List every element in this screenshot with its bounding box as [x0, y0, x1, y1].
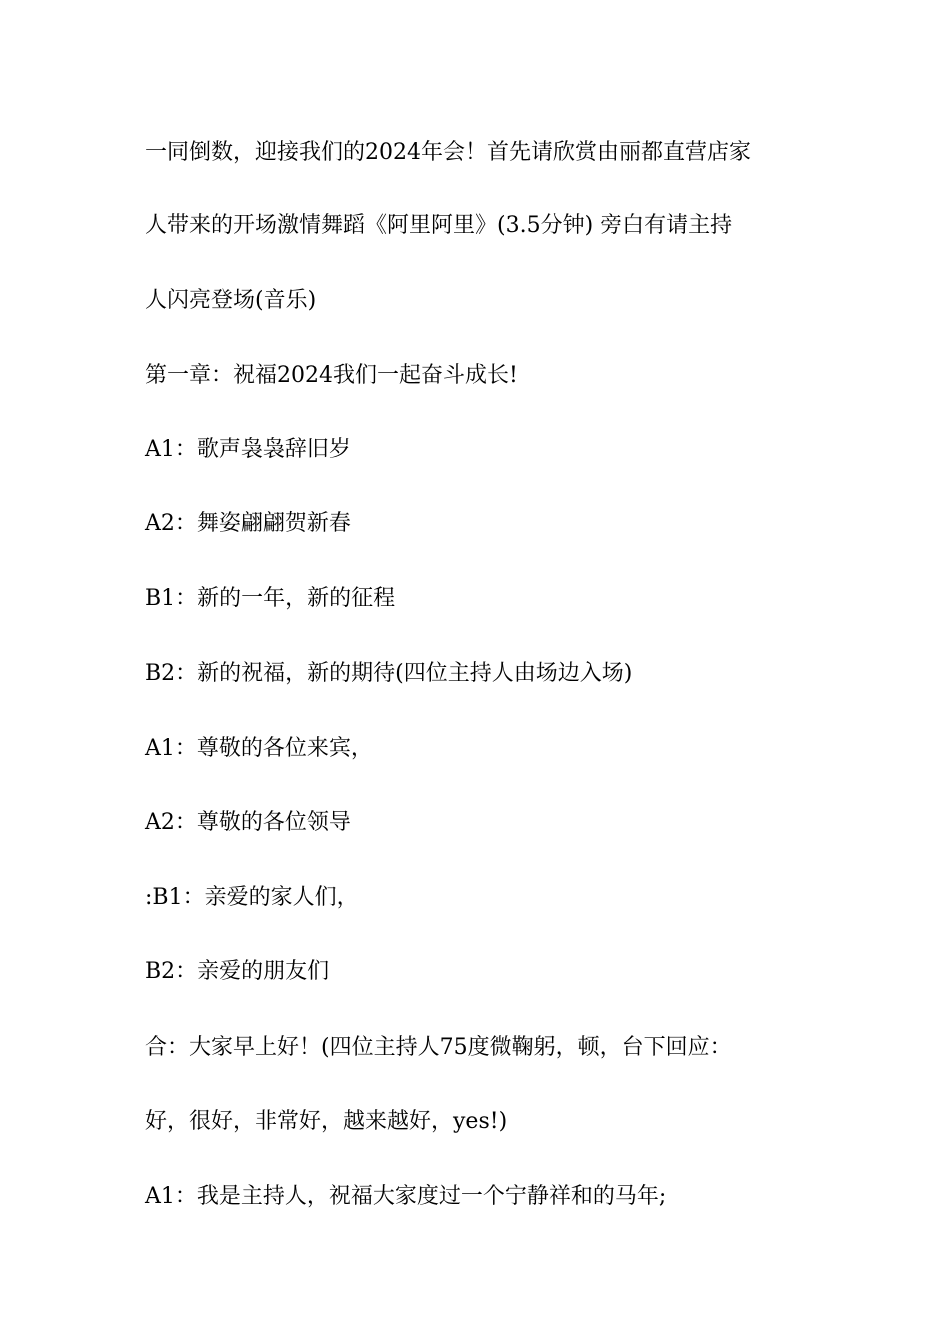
- script-line: 好，很好，非常好，越来越好，yes!): [145, 1109, 508, 1134]
- script-line: A2：舞姿翩翩贺新春: [145, 511, 351, 536]
- script-line: B1：新的一年，新的征程: [145, 586, 396, 611]
- paragraph-line: 人带来的开场激情舞蹈《阿里阿里》(3.5分钟) 旁白有请主持: [145, 213, 733, 238]
- script-line: B2：新的祝福，新的期待(四位主持人由场边入场): [145, 661, 633, 686]
- script-line: A1：尊敬的各位来宾，: [145, 736, 373, 761]
- script-line: :B1：亲爱的家人们，: [145, 885, 359, 910]
- paragraph-line: 一同倒数，迎接我们的2024年会！首先请欣赏由丽都直营店家: [145, 140, 751, 165]
- chapter-heading: 第一章：祝福2024我们一起奋斗成长!: [145, 363, 518, 388]
- script-line: 合：大家早上好！(四位主持人75度微鞠躬，顿，台下回应：: [145, 1035, 732, 1060]
- paragraph-line: 人闪亮登场(音乐): [145, 288, 317, 313]
- script-line: B2：亲爱的朋友们: [145, 959, 330, 984]
- script-line: A2：尊敬的各位领导: [145, 810, 351, 835]
- script-line: A1：歌声袅袅辞旧岁: [145, 437, 351, 462]
- script-line: A1：我是主持人，祝福大家度过一个宁静祥和的马年;: [145, 1184, 667, 1209]
